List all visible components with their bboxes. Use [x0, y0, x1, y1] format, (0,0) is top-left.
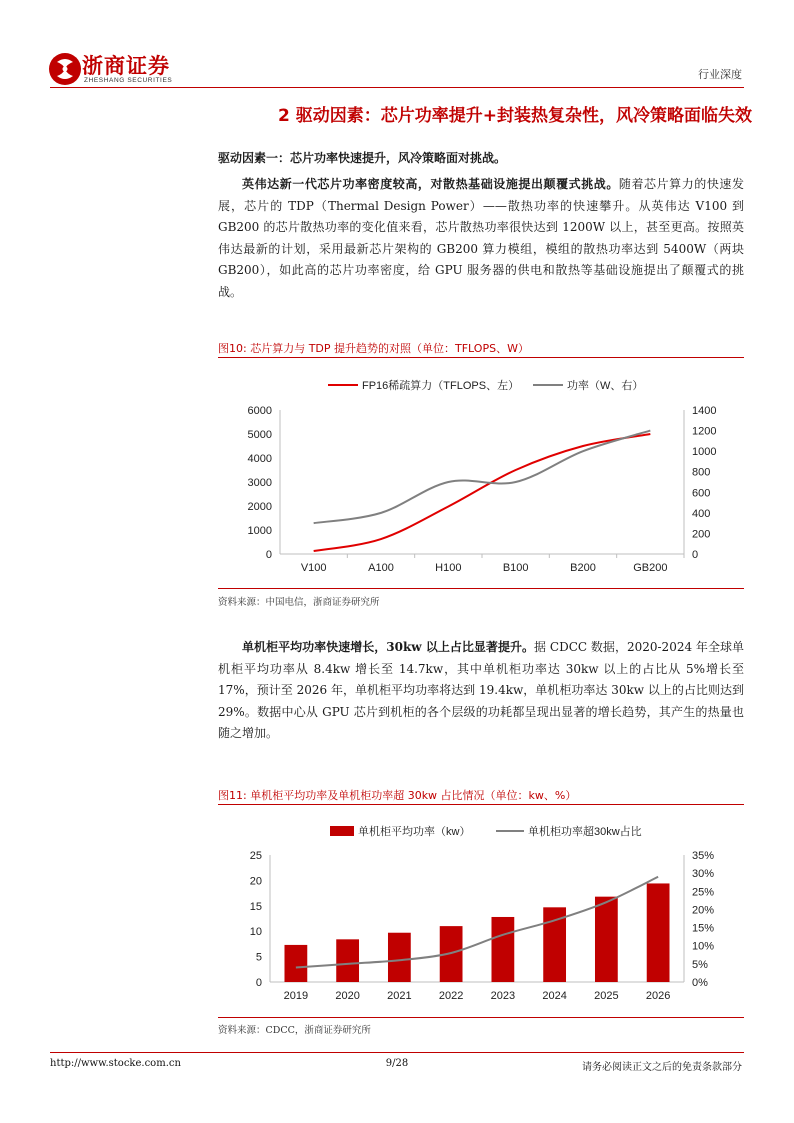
chart-2-x-tick-label: 2019	[283, 990, 309, 1002]
subsection-title: 驱动因素一：芯片功率快速提升，风冷策略面对挑战。	[218, 151, 507, 165]
chart-1-right-tick-label: 1400	[692, 405, 717, 417]
chart-2-right-tick-label: 10%	[692, 940, 715, 953]
paragraph-2-lead: 单机柜平均功率快速增长，30kw 以上占比显著提升。	[242, 640, 535, 654]
section-title: 2 驱动因素：芯片功率提升+封装热复杂性，风冷策略面临失效	[278, 106, 752, 126]
bar-avg-power	[595, 897, 618, 982]
chart-1-left-tick-label: 0	[265, 549, 272, 561]
footer-website-link[interactable]: http://www.stocke.com.cn	[50, 1058, 181, 1069]
report-type-tag: 行业深度	[698, 68, 742, 81]
chart-2-right-tick-label: 15%	[692, 922, 715, 935]
chart-1-left-tick-label: 5000	[247, 429, 272, 441]
chart-2-right-tick-label: 20%	[692, 904, 715, 917]
chart-2-x-tick-label: 2021	[387, 990, 412, 1002]
chart-2-left-tick-label: 15	[249, 900, 262, 913]
bar-avg-power	[284, 945, 307, 982]
chart-1-right-tick-label: 1200	[692, 425, 717, 438]
chart-1-right-tick-label: 600	[692, 487, 711, 500]
chart-1-x-tick-label: GB200	[633, 562, 668, 574]
chart-1-left-tick-label: 3000	[247, 477, 272, 489]
chart-2-x-tick-label: 2020	[335, 990, 360, 1002]
chart-2-left-tick-label: 20	[249, 875, 262, 888]
figure-10-top-rule	[218, 357, 744, 358]
chart-1-left-tick-label: 1000	[247, 525, 272, 537]
chart-1-right-tick-label: 0	[692, 549, 699, 561]
chart-1-right-tick-label: 1000	[692, 446, 717, 459]
chart-1-left-tick-label: 6000	[247, 405, 272, 417]
chart-1-x-tick-label: H100	[435, 562, 462, 574]
footer-disclaimer: 请务必阅读正文之后的免责条款部分	[582, 1062, 742, 1073]
chart-2-left-tick-label: 25	[249, 850, 262, 862]
chart-1-right-tick-label: 800	[692, 466, 711, 479]
bar-avg-power	[647, 883, 670, 982]
chart-2-right-tick-label: 35%	[692, 850, 715, 862]
footer-divider	[50, 1052, 744, 1053]
chart-1-x-tick-label: A100	[368, 562, 394, 574]
legend-label-power: 功率（W、右）	[567, 380, 644, 392]
figure-10-bottom-rule	[218, 588, 744, 589]
chart-1-right-tick-label: 400	[692, 507, 711, 520]
header-divider	[50, 87, 744, 88]
paragraph-2	[218, 637, 744, 745]
chart-2-right-tick-label: 30%	[692, 868, 715, 881]
series-line-power	[314, 431, 651, 524]
paragraph-1-lead: 英伟达新一代芯片功率密度较高，对散热基础设施提出颠覆式挑战。	[242, 177, 619, 191]
chart-1-x-tick-label: B200	[570, 562, 596, 574]
chart-1-x-tick-label: B100	[502, 562, 529, 574]
figure-10-source: 资料来源：中国电信，浙商证券研究所	[218, 597, 380, 608]
paragraph-1	[218, 174, 744, 304]
chart-1-legend	[328, 378, 643, 392]
paragraph-2-body: 据 CDCC 数据，2020-2024 年全球单机柜平均功率从 8.4kw 增长至 14.7kw，其中单机柜功率达 30kw 以上的占比从 5%增长至 17%，预计至 2026 年，单机柜平均功率将达到 19.4kw，单机柜功率达 30kw 以上的占比则达到 29%。数据中心从 GPU 芯片到机柜的各个层级的功耗都呈现出显著的增长趋势，其产生的热量也随之增加。	[218, 640, 744, 741]
page-number: 9/28	[385, 1058, 409, 1069]
figure-11-bottom-rule	[218, 1017, 744, 1018]
figure-11-source: 资料来源：CDCC，浙商证券研究所	[218, 1025, 371, 1036]
chart-2-left-tick-label: 10	[249, 926, 262, 939]
chart-2-right-tick-label: 25%	[692, 886, 715, 899]
figure-10-caption: 图10: 芯片算力与 TDP 提升趋势的对照（单位：TFLOPS、W）	[218, 342, 529, 355]
chart-2-right-tick-label: 0%	[692, 977, 708, 989]
legend-label-avg-power: 单机柜平均功率（kw）	[358, 826, 471, 838]
chart-2-left-tick-label: 0	[255, 977, 262, 989]
legend-swatch-avg-power	[330, 826, 354, 836]
chart-2-x-tick-label: 2026	[645, 990, 671, 1002]
bar-avg-power	[491, 917, 514, 982]
bar-avg-power	[388, 933, 411, 982]
chart-rack-power	[218, 810, 744, 1010]
chart-2-left-tick-label: 5	[255, 951, 262, 964]
brand-name: 浙商证券	[82, 54, 170, 78]
brand-logo-icon	[48, 52, 82, 86]
legend-label-tflops: FP16稀疏算力（TFLOPS、左）	[362, 380, 520, 392]
brand-name-en: ZHESHANG SECURITIES	[84, 77, 173, 84]
figure-11-caption: 图11: 单机柜平均功率及单机柜功率超 30kw 占比情况（单位：kw、%）	[218, 789, 577, 802]
chart-1-left-tick-label: 4000	[247, 453, 272, 465]
bar-avg-power	[336, 939, 359, 982]
paragraph-1-body: 随着芯片算力的快速发展，芯片的 TDP（Thermal Design Power）——散热功率的快速攀升。从英伟达 V100 到 GB200 的芯片散热功率的变化值来看，芯片散热功率很快达到 1200W 以上，甚至更高。按照英伟达最新的计划，采用最新芯片架构的 GB200 算力模组，模组的散热功率达到 5400W（两块 GB200），如此高的芯片功率密度，给 GPU 服务器的供电和散热等基础设施提出了颠覆式的挑战。	[218, 177, 744, 299]
chart-tflops-vs-tdp	[218, 362, 744, 582]
chart-2-right-tick-label: 5%	[692, 958, 708, 971]
chart-1-x-tick-label: V100	[300, 562, 327, 574]
chart-1-left-tick-label: 2000	[247, 501, 272, 513]
figure-11-top-rule	[218, 804, 744, 805]
series-line-tflops	[314, 434, 651, 551]
chart-2-legend	[330, 824, 642, 838]
legend-label-over-30kw: 单机柜功率超30kw占比	[528, 826, 642, 838]
chart-2-x-tick-label: 2023	[490, 990, 516, 1002]
chart-1-right-tick-label: 200	[692, 528, 711, 541]
chart-2-x-tick-label: 2022	[438, 990, 464, 1002]
chart-2-x-tick-label: 2024	[542, 990, 567, 1002]
chart-2-x-tick-label: 2025	[594, 990, 619, 1002]
